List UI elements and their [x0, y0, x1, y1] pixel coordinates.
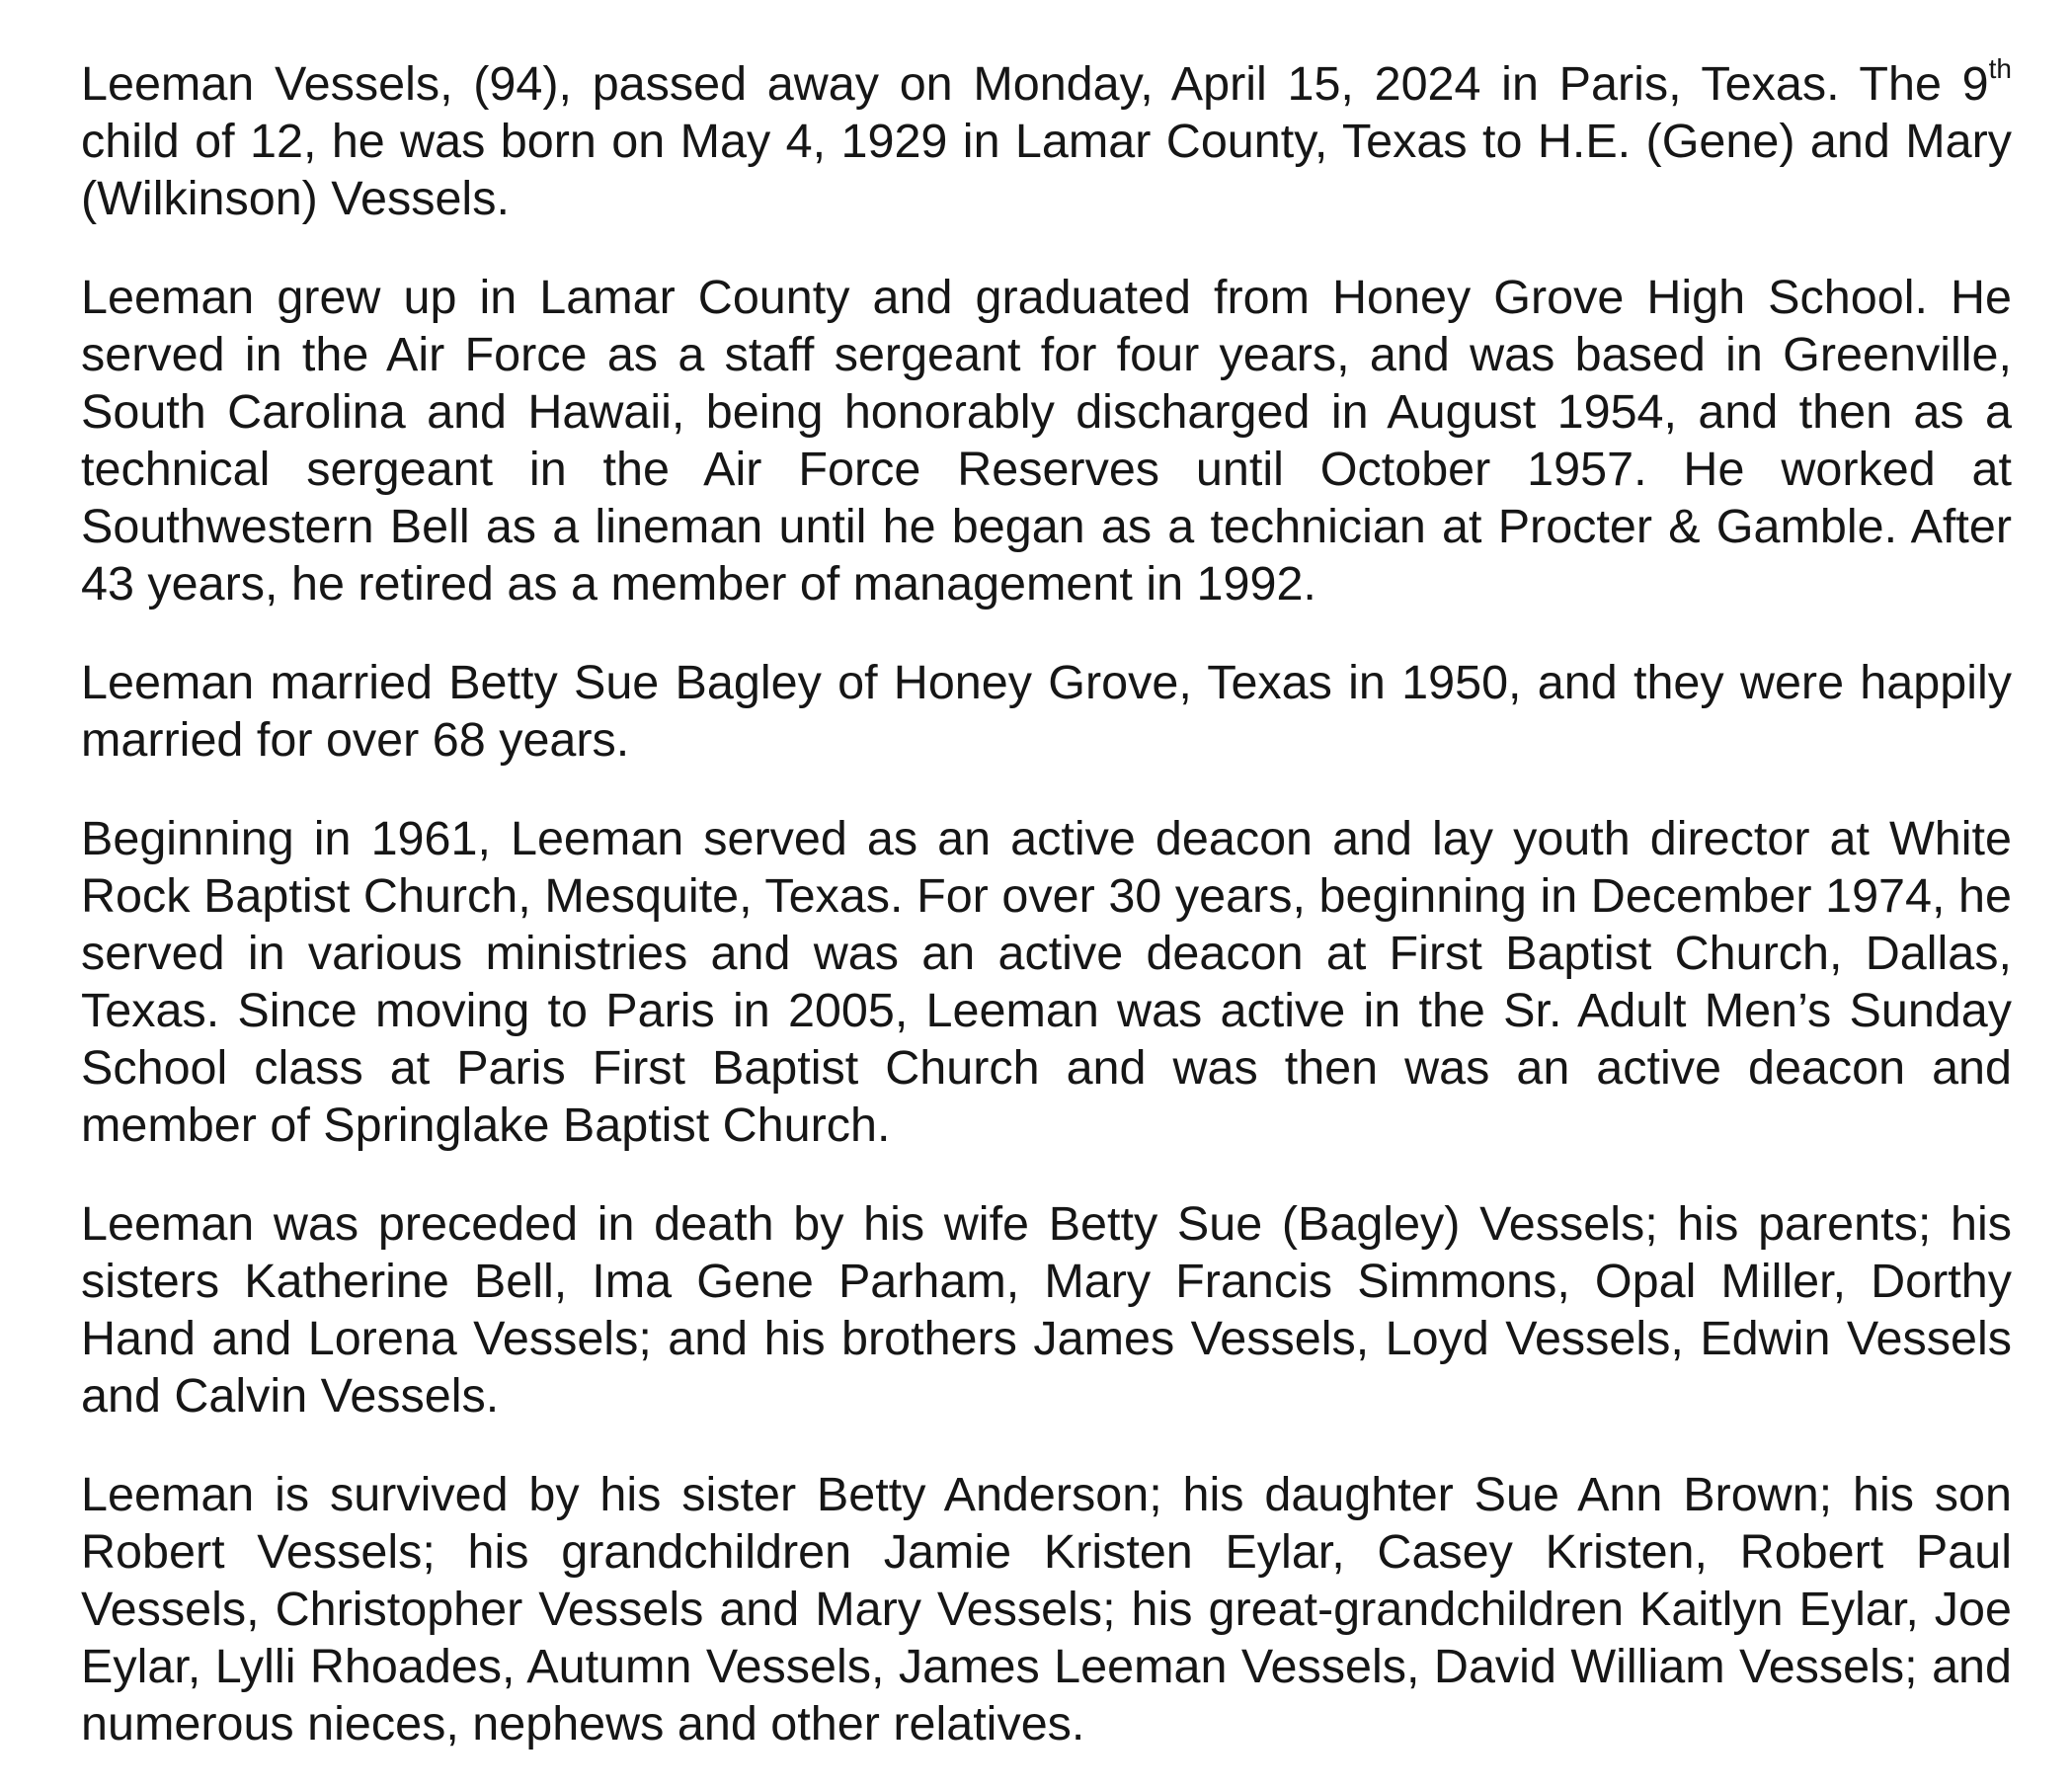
- obituary-document: [81, 55, 2012, 1752]
- paragraph-church-service: Beginning in 1961, Leeman served as an active deacon and lay youth director at White Rock Baptist Church, Mesquite, Texas. For over 30 years, beginning in December 1974, he served in various ministries and was an active deacon at First Baptist Church, Dallas, Texas. Since moving to Paris in 2005, Leeman was active in the Sr. Adult Men’s Sunday School class at Paris First Baptist Church and was then was an active deacon and member of Springlake Baptist Church.: [81, 812, 2012, 1152]
- paragraph-text-part: Leeman Vessels, (94), passed away on Monday, April 15, 2024 in Paris, Texas. The 9: [81, 57, 1989, 111]
- paragraph-preceded-in-death: Leeman was preceded in death by his wife Betty Sue (Bagley) Vessels; his parents; his sisters Katherine Bell, Ima Gene Parham, Mary Francis Simmons, Opal Miller, Dorthy Hand and Lorena Vessels; and his brothers James Vessels, Loyd Vessels, Edwin Vessels and Calvin Vessels.: [81, 1197, 2012, 1423]
- paragraph-death-and-birth: [81, 55, 2012, 227]
- paragraph-survived-by: Leeman is survived by his sister Betty Anderson; his daughter Sue Ann Brown; his son Robert Vessels; his grandchildren Jamie Kristen Eylar, Casey Kristen, Robert Paul Vessels, Christopher Vessels and Mary Vessels; his great-grandchildren Kaitlyn Eylar, Joe Eylar, Lylli Rhoades, Autumn Vessels, James Leeman Vessels, David William Vessels; and numerous nieces, nephews and other relatives.: [81, 1468, 2012, 1750]
- ordinal-suffix: th: [1988, 53, 2012, 84]
- paragraph-text-part: child of 12, he was born on May 4, 1929 in Lamar County, Texas to H.E. (Gene) and Mary (Wilkinson) Vessels.: [81, 115, 2012, 225]
- paragraph-career: Leeman grew up in Lamar County and graduated from Honey Grove High School. He served in the Air Force as a staff sergeant for four years, and was based in Greenville, South Carolina and Hawaii, being honorably discharged in August 1954, and then as a technical sergeant in the Air Force Reserves until October 1957. He worked at Southwestern Bell as a lineman until he began as a technician at Procter & Gamble. After 43 years, he retired as a member of management in 1992.: [81, 271, 2012, 611]
- paragraph-marriage: Leeman married Betty Sue Bagley of Honey Grove, Texas in 1950, and they were happily married for over 68 years.: [81, 656, 2012, 767]
